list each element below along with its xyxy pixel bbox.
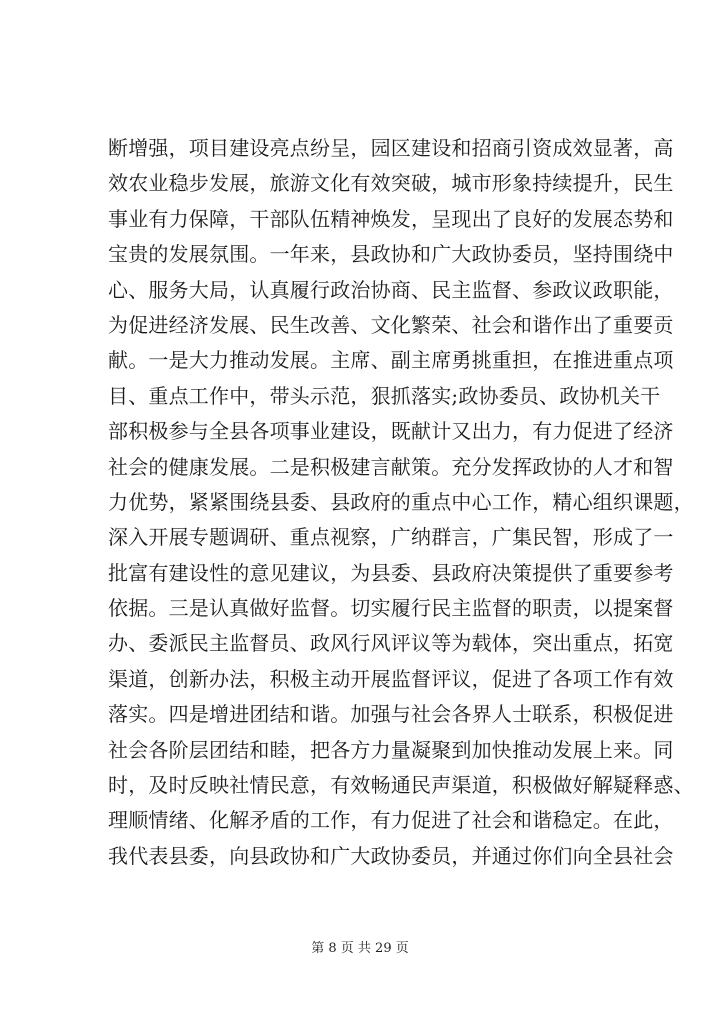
text-line: 断增强，项目建设亮点纷呈，园区建设和招商引资成效显著，高: [108, 136, 674, 160]
page-number-footer: 第 8 页 共 29 页: [311, 941, 409, 956]
text-line: 我代表县委，向县政协和广大政协委员，并通过你们向全县社会: [108, 843, 674, 868]
text-line: 宝贵的发展氛围。一年来，县政协和广大政协委员，坚持围绕中: [108, 242, 674, 267]
text-line: 效农业稳步发展，旅游文化有效突破，城市形象持续提升，民生: [108, 171, 674, 196]
text-line: 目、重点工作中，带头示范，狠抓落实;政协委员、政协机关干: [108, 383, 661, 408]
text-line: 事业有力保障，干部队伍精神焕发，呈现出了良好的发展态势和: [108, 206, 674, 231]
text-line: 心、服务大局，认真履行政治协商、民主监督、参政议政职能，: [108, 277, 674, 302]
body-text: [108, 131, 694, 874]
text-line: 时，及时反映社情民意，有效畅通民声渠道，积极做好解疑释惑、: [108, 773, 694, 798]
text-line: 深入开展专题调研、重点视察，广纳群言，广集民智，形成了一: [108, 525, 674, 550]
text-line: 落实。四是增进团结和谐。加强与社会各界人士联系，积极促进: [108, 702, 674, 727]
text-line: 献。一是大力推动发展。主席、副主席勇挑重担，在推进重点项: [108, 348, 674, 373]
text-line: 部积极参与全县各项事业建设，既献计又出力，有力促进了经济: [108, 419, 674, 444]
text-line: 社会的健康发展。二是积极建言献策。充分发挥政协的人才和智: [108, 454, 674, 479]
text-line: 依据。三是认真做好监督。切实履行民主监督的职责，以提案督: [108, 596, 674, 621]
text-line: 办、委派民主监督员、政风行风评议等为载体，突出重点，拓宽: [108, 631, 674, 656]
text-line: 为促进经济发展、民生改善、文化繁荣、社会和谐作出了重要贡: [108, 312, 674, 337]
text-line: 批富有建设性的意见建议，为县委、县政府决策提供了重要参考: [108, 560, 674, 585]
text-line: 理顺情绪、化解矛盾的工作，有力促进了社会和谐稳定。在此，: [108, 808, 674, 833]
text-line: 社会各阶层团结和睦，把各方力量凝聚到加快推动发展上来。同: [108, 737, 674, 762]
text-line: 渠道，创新办法，积极主动开展监督评议，促进了各项工作有效: [108, 666, 674, 691]
text-line: 力优势，紧紧围绕县委、县政府的重点中心工作，精心组织课题，: [108, 489, 694, 514]
